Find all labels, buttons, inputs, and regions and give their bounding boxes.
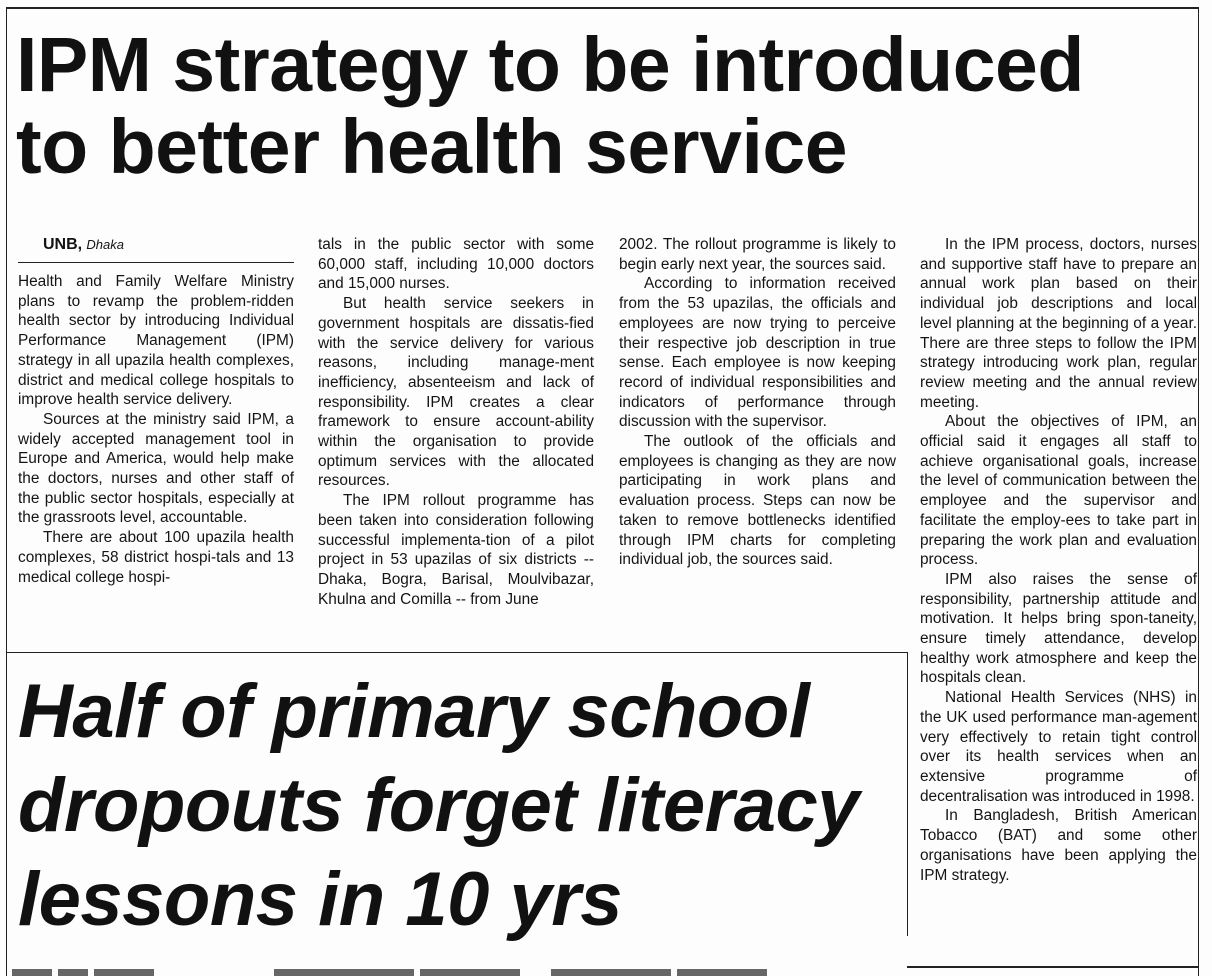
left-border-rule <box>6 7 7 976</box>
top-border-rule <box>6 7 1199 9</box>
bottom-right-rule <box>907 966 1199 968</box>
paragraph: Sources at the ministry said IPM, a widely accepted management tool in Europe and America, would help make the doctors, nurses and other staff of the public sector hospitals, especially at the grassroots level, accountable. <box>18 410 294 527</box>
paragraph: The outlook of the officials and employees is changing as they are now participating in work plans and evaluation process. Steps can now be taken to remove bottlenecks identified through IPM charts for completing individual job, the sources said. <box>619 433 896 569</box>
article2-headline <box>18 665 898 947</box>
byline-rule <box>18 262 294 263</box>
article1-headline-line1: IPM strategy to be introduced <box>16 22 1084 108</box>
paragraph: But health service seekers in government hospitals are dissatis-fied with the service delivery for various reasons, including manage-ment inefficiency, absenteeism and lack of responsibility. IPM creates a clear framework to ensure account-ability within the organisation to provide optimum services with the allocated resources. <box>318 295 594 490</box>
article2-headline-line2: dropouts forget literacy <box>18 763 859 848</box>
paragraph: The IPM rollout programme has been taken into consideration following successful implementa-tion of a pilot project in 53 upazilas of six districts -- Dhaka, Bogra, Barisal, Moulvibazar, Khulna and Comilla -- from June <box>318 492 594 608</box>
paragraph: There are about 100 upazila health complexes, 58 district hospi-tals and 13 medical college hospi- <box>18 529 294 586</box>
column-separator-rule <box>907 652 908 936</box>
article1-column-3 <box>619 235 896 570</box>
cut-off-text-strip <box>12 969 892 976</box>
paragraph: 2002. The rollout programme is likely to begin early next year, the sources said. <box>619 236 896 273</box>
article1-column-2 <box>318 235 594 609</box>
article1-column-1 <box>18 235 294 587</box>
paragraph: About the objectives of IPM, an official said it engages all staff to achieve organisational goals, increase the level of communication between the employee and the supervisor and facilitate the employ-ees to take part in preparing the work plan and evaluation process. <box>920 413 1197 569</box>
paragraph: In the IPM process, doctors, nurses and supportive staff have to prepare an annual work plan based on their individual job descriptions and local level planning at the beginning of a year. There are three steps to follow the IPM strategy introducing work plan, regular review meeting and the annual review meeting. <box>920 236 1197 411</box>
paragraph: IPM also raises the sense of responsibility, partnership attitude and motivation. It helps bring spon-taneity, ensure timely attendance, develop healthy work atmosphere and keep the hospitals clean. <box>920 570 1197 687</box>
byline-place: Dhaka <box>86 237 124 252</box>
paragraph: Health and Family Welfare Ministry plans to revamp the problem-ridden health sector by introducing Individual Performance Management (IPM) strategy in all upazila health complexes, district and medical college hospitals to improve health service delivery. <box>18 273 294 409</box>
article2-headline-line3: lessons in 10 yrs <box>18 857 623 942</box>
byline <box>18 235 294 255</box>
article2-headline-line1: Half of primary school <box>18 669 810 754</box>
paragraph: In Bangladesh, British American Tobacco (BAT) and some other organisations have been applying the IPM strategy. <box>920 807 1197 884</box>
paragraph: National Health Services (NHS) in the UK used performance man-agement very effectively to retain tight control over its health services when an extensive programme of decentralisation was introduced in 1998. <box>920 689 1197 805</box>
article1-headline-line2: to better health service <box>16 104 848 190</box>
paragraph: tals in the public sector with some 60,000 staff, including 10,000 doctors and 15,000 nurses. <box>318 236 594 293</box>
right-border-rule <box>1198 7 1199 976</box>
article1-headline <box>16 24 1196 188</box>
paragraph: According to information received from the 53 upazilas, the officials and employees are now trying to perceive their respective job description in true sense. Each employee is now keeping record of individual responsibilities and indicators of performance through discussion with the supervisor. <box>619 275 896 431</box>
article-separator-rule <box>6 652 908 653</box>
byline-agency: UNB, <box>43 236 83 253</box>
article1-column-4 <box>920 235 1197 885</box>
